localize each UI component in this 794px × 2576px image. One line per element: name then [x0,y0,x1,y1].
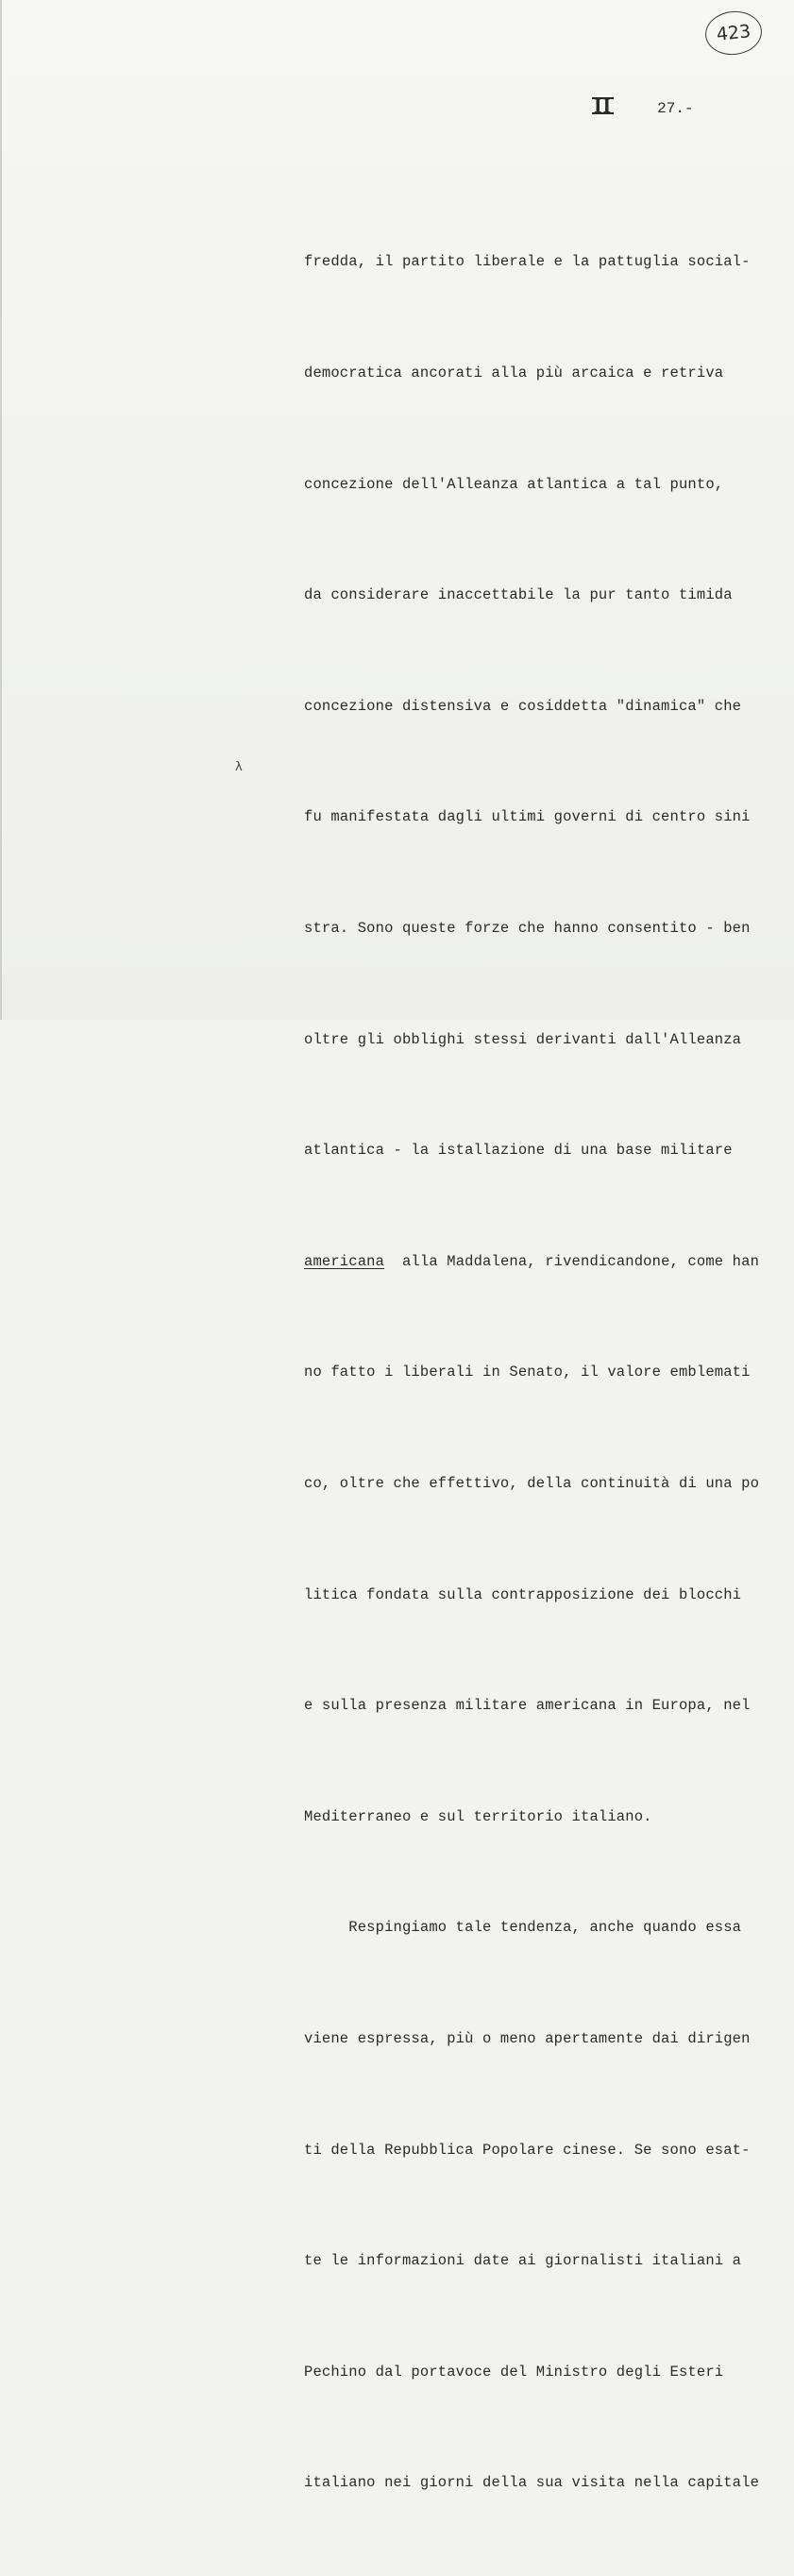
text-line: democratica ancorati alla più arcaica e retriva [304,364,724,381]
text-line: Mediterraneo e sul territorio italiano. [304,1807,652,1825]
page-number: 27.- [657,100,694,117]
section-numeral: II [594,93,613,117]
text-line: litica fondata sulla contrapposizione dei blocchi [304,1585,742,1603]
text-line: Pechino dal portavoce del Ministro degli Esteri [304,2363,724,2381]
text-line: stra. Sono queste forze che hanno consentito - ben [304,919,751,937]
text-line: viene espressa, più o meno apertamente dai dirigen [304,2029,751,2047]
text-line: Respingiamo tale tendenza, anche quando essa [304,1919,742,1937]
archive-page-stamp: 423 [703,8,764,58]
text-line: italiano nei giorni della sua visita nella capitale [304,2474,760,2492]
margin-annotation: λ [235,760,243,774]
page-header [592,93,694,117]
text-line: co, oltre che effettivo, della continuità di una po [304,1474,760,1492]
typed-body-text [304,170,776,2576]
text-line: fredda, il partito liberale e la pattuglia social- [304,253,751,271]
underlined-word: americana [304,1252,385,1270]
text-line: da considerare inaccettabile la pur tanto timida [304,586,733,604]
text-line: oltre gli obblighi stessi derivanti dall'Alleanza [304,1030,742,1048]
text-line: fu manifestata dagli ultimi governi di centro sini [304,808,751,826]
text-line: ti della Repubblica Popolare cinese. Se sono esat- [304,2141,751,2159]
text-line: e sulla presenza militare americana in Europa, nel [304,1697,751,1715]
text-line: no fatto i liberali in Senato, il valore emblemati [304,1364,751,1381]
text-line: americana alla Maddalena, rivendicandone, come han [304,1252,760,1270]
text-line: atlantica - la istallazione di una base militare [304,1142,733,1160]
text-line: concezione distensiva e cosiddetta "dinamica" che [304,697,742,715]
text-line: te le informazioni date ai giornalisti italiani a [304,2252,742,2270]
text-line: concezione dell'Alleanza atlantica a tal punto, [304,475,724,493]
